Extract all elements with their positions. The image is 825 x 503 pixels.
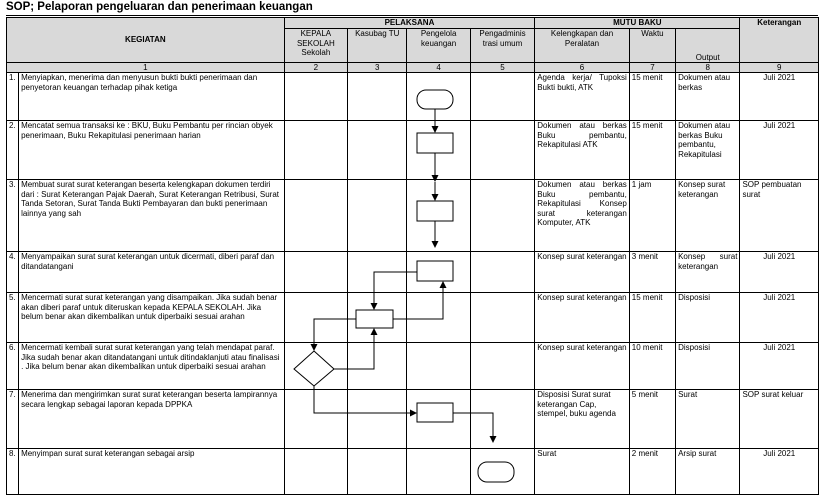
col-number: 9 [740,63,819,73]
row-kelengkapan: Dokumen atau berkas Buku pembantu, Rekapitulasi Konsep surat keterangan Komputer, ATK [535,180,630,252]
header-actor-kepala-sekolah: KEPALA SEKOLAH Sekolah [284,29,347,63]
row-waktu: 15 menit [629,293,675,343]
header-waktu: Waktu [629,29,675,63]
sop-table [6,17,819,495]
table-row [7,252,819,293]
row-keterangan: Juli 2021 [740,449,819,495]
table-row [7,180,819,252]
row-waktu: 3 menit [629,252,675,293]
row-kegiatan: Membuat surat surat keterangan beserta kelengkapan dokumen terdiri dari : Surat Keterangan Pajak Daerah, Surat Keterangan Retribusi, Surat Tanda Setoran, Surat Tanda Bukti Pembayaran dan bukti penerimaan lainnya yang sah [19,180,285,252]
row-waktu: 10 menit [629,343,675,390]
row-output: Dokumen atau berkas Buku pembantu, Rekapitulasi [676,121,740,180]
col-number: 6 [535,63,630,73]
col-number: 7 [629,63,675,73]
row-number: 3. [7,180,19,252]
row-waktu: 15 menit [629,73,675,121]
row-number: 2. [7,121,19,180]
row-number: 7. [7,390,19,449]
col-number: 1 [7,63,285,73]
header-mutu-baku: MUTU BAKU [535,18,740,29]
page-title: SOP; Pelaporan pengeluaran dan penerimaan keuangan [6,1,313,13]
row-waktu: 5 menit [629,390,675,449]
row-number: 6. [7,343,19,390]
row-kegiatan: Menyampaikan surat surat keterangan untuk dicermati, diberi paraf dan ditandatangani [19,252,285,293]
row-kegiatan: Mencermati kembali surat surat keterangan yang telah mendapat paraf. Jika sudah benar akan ditandatangani untuk ditindaklanjuti atau finalisasi . Jika belum benar akan dikembalikan untuk diperbaiki sesuai arahan [19,343,285,390]
table-row [7,121,819,180]
header-keterangan: Keterangan [740,18,819,63]
title-underline [6,15,818,16]
row-keterangan: Juli 2021 [740,343,819,390]
header-actor-pengadministrasi-umum: Pengadminis trasi umum [470,29,534,63]
table-row [7,390,819,449]
table-row [7,293,819,343]
row-output: Disposisi [676,293,740,343]
col-number: 2 [284,63,347,73]
col-number: 8 [676,63,740,73]
header-pelaksana: PELAKSANA [284,18,535,29]
row-keterangan: Juli 2021 [740,252,819,293]
row-kelengkapan: Agenda kerja/ Tupoksi Bukti bukti, ATK [535,73,630,121]
row-keterangan: Juli 2021 [740,121,819,180]
header-actor-pengelola-keuangan: Pengelola keuangan [407,29,470,63]
header-kelengkapan: Kelengkapan dan Peralatan [535,29,630,63]
header-output: Output [676,29,740,63]
row-output: Arsip surat [676,449,740,495]
header-actor-kasubag-tu: Kasubag TU [348,29,407,63]
row-output: Surat [676,390,740,449]
table-row [7,449,819,495]
row-output: Konsep surat keterangan [676,252,740,293]
row-output: Dokumen atau berkas [676,73,740,121]
row-kegiatan: Mencermati surat surat keterangan yang disampaikan. Jika sudah benar akan diberi paraf untuk diteruskan kepada KEPALA SEKOLAH. Jika belum benar akan dikembalikan untuk diperbaiki sesuai arahan [19,293,285,343]
row-number: 8. [7,449,19,495]
row-number: 1. [7,73,19,121]
row-keterangan: SOP pembuatan surat [740,180,819,252]
row-kelengkapan: Disposisi Surat surat keterangan Cap, stempel, buku agenda [535,390,630,449]
col-number: 5 [470,63,534,73]
row-kegiatan: Menerima dan mengirimkan surat surat keterangan beserta lampirannya secara lengkap sebagai laporan kepada DPPKA [19,390,285,449]
col-number: 4 [407,63,470,73]
table-row [7,343,819,390]
col-number: 3 [348,63,407,73]
row-kelengkapan: Surat [535,449,630,495]
row-output: Disposisi [676,343,740,390]
row-number: 5. [7,293,19,343]
header-kegiatan: KEGIATAN [7,18,285,63]
row-waktu: 15 menit [629,121,675,180]
row-keterangan: Juli 2021 [740,73,819,121]
row-kegiatan: Mencatat semua transaksi ke : BKU, Buku Pembantu per rincian obyek penerimaan, Buku Rekapitulasi penerimaan harian [19,121,285,180]
row-kegiatan: Menyiapkan, menerima dan menyusun bukti bukti penerimaan dan penyetoran keuangan terhadap pihak ketiga [19,73,285,121]
row-waktu: 2 menit [629,449,675,495]
row-output: Konsep surat keterangan [676,180,740,252]
table-row [7,73,819,121]
row-keterangan: SOP surat keluar [740,390,819,449]
row-kelengkapan: Konsep surat keterangan [535,252,630,293]
row-kelengkapan: Konsep surat keterangan [535,293,630,343]
row-kelengkapan: Konsep surat keterangan [535,343,630,390]
row-number: 4. [7,252,19,293]
row-keterangan: Juli 2021 [740,293,819,343]
row-kelengkapan: Dokumen atau berkas Buku pembantu, Rekapitulasi ATK [535,121,630,180]
row-kegiatan: Menyimpan surat surat keterangan sebagai arsip [19,449,285,495]
row-waktu: 1 jam [629,180,675,252]
